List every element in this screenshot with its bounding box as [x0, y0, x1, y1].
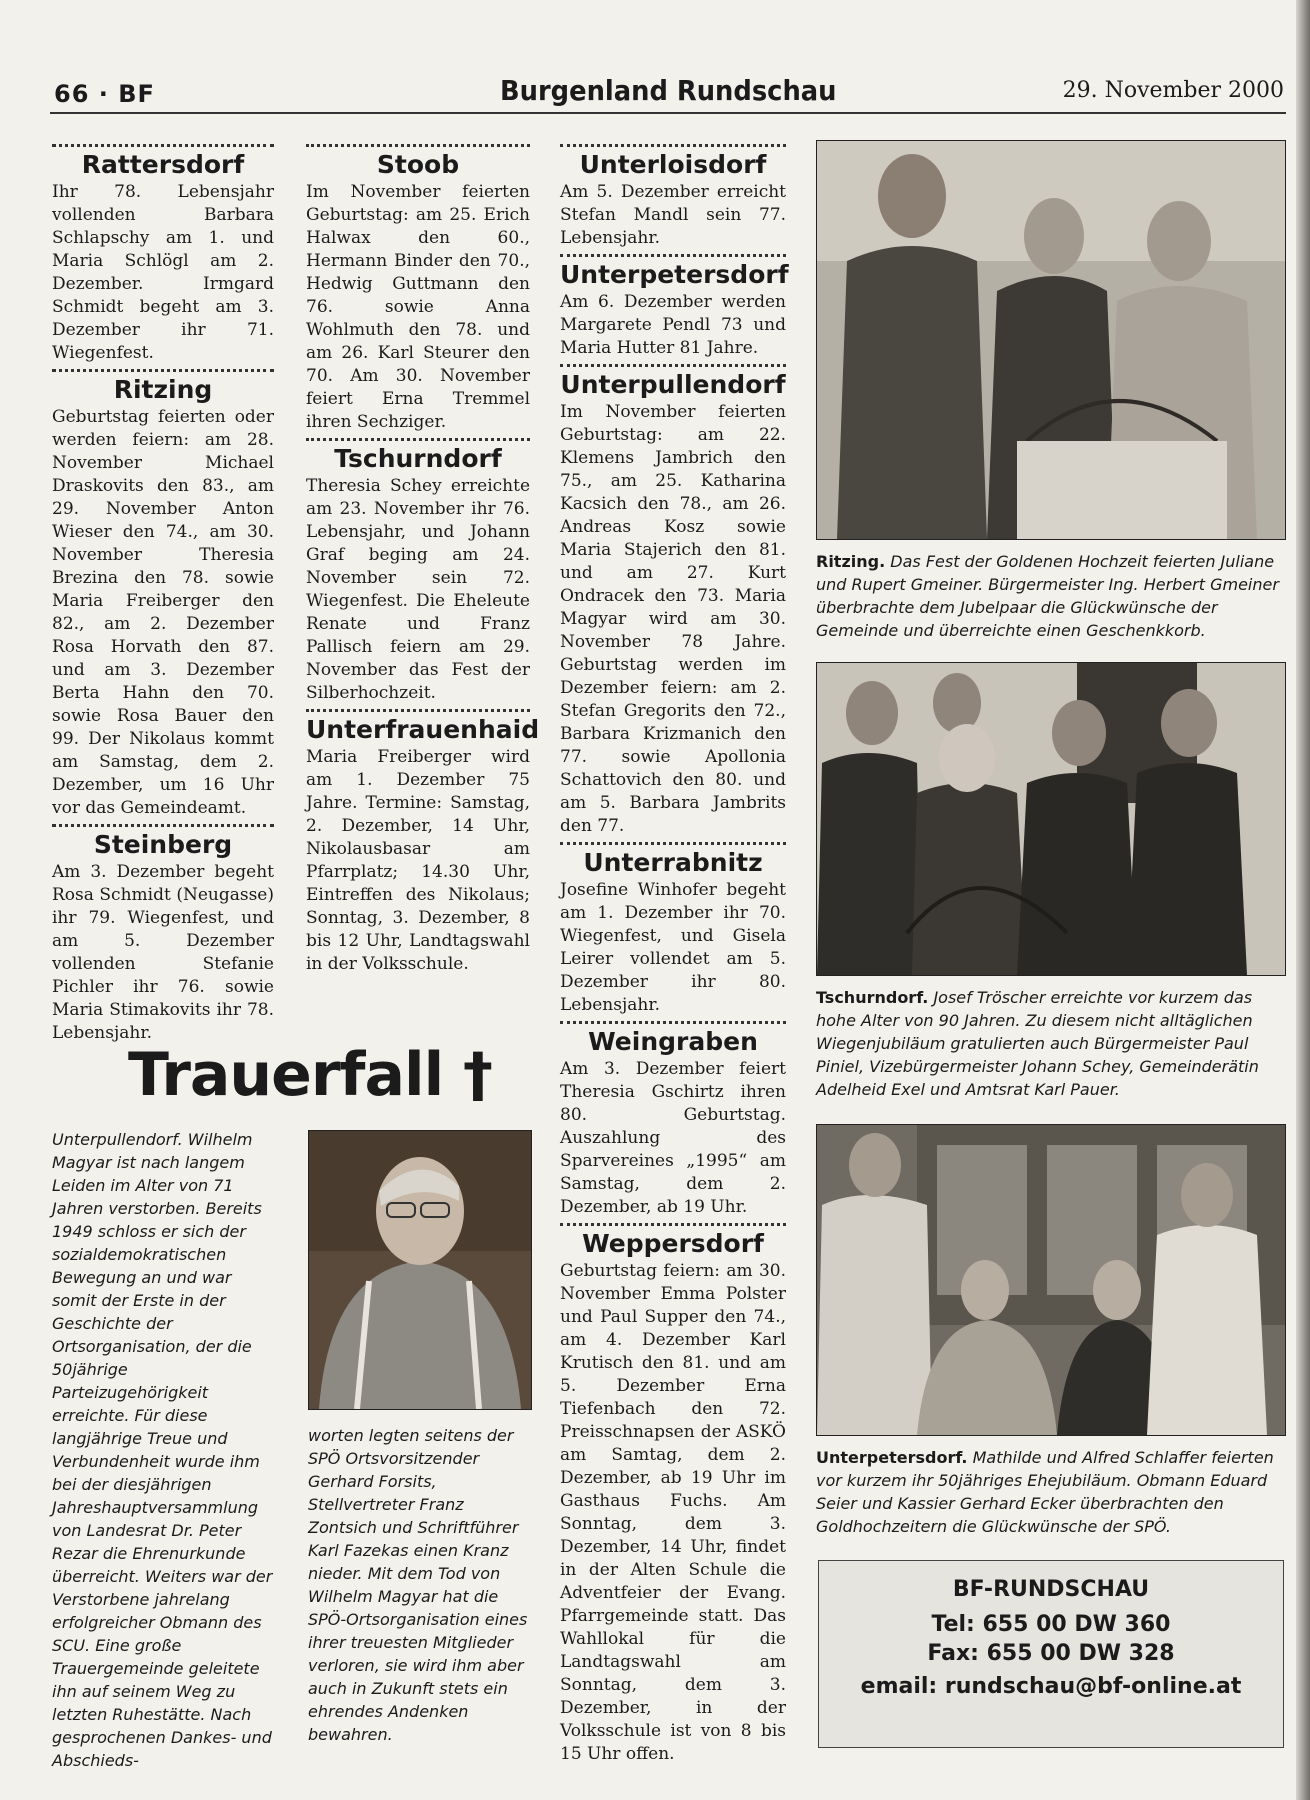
page-number: 66 · BF	[54, 80, 155, 108]
trauerfall-text-part1: Unterpullendorf. Wilhelm Magyar ist nach langem Leiden im Alter von 71 Jahren verstorben. Bereits 1949 schloss er sich der sozialdemokratischen Bewegung an und war somit der Erste in der Geschichte der Ortsorganisation, der die 50jährige Parteizugehörigkeit erreichte. Für diese langjährige Treue und Verbundenheit wurde ihm bei der diesjährigen Jahreshauptversammlung von Landesrat Dr. Peter Rezar die Ehrenurkunde überreicht. Weiters war der Verstorbene jahrelang erfolgreicher Obmann des SCU. Eine große Trauergemeinde geleitete ihn auf seinem Weg zu letzten Ruhestätte. Nach gesprochenen Dankes- und Abschieds-	[52, 1130, 273, 1770]
photo-caption-ritzing	[816, 550, 1286, 642]
photo-unterpetersdorf-golden-wedding	[816, 1124, 1286, 1436]
article-text: Im November feierten Geburtstag: am 25. Erich Halwax den 60., Hermann Binder den 70., Hedwig Guttmann den 76. sowie Anna Wohlmuth den 78. und am 26. Karl Steurer den 70. Am 30. November feiert Erna Tremmel ihren Sechziger.	[306, 182, 530, 432]
trauerfall-text-part2: worten legten seitens der SPÖ Ortsvorsitzender Gerhard Forsits, Stellvertreter Franz Zontsich und Schriftführer Karl Fazekas einen Kranz nieder. Mit dem Tod von Wilhelm Magyar hat die SPÖ-Ortsorganisation eines ihrer treuesten Mitglieder verloren, sie wird ihm aber auch in Zukunft stets ein ehrendes Andenken bewahren.	[308, 1426, 528, 1744]
contact-fax: Fax: 655 00 DW 328	[927, 1641, 1175, 1666]
article-tschurndorf	[306, 438, 530, 705]
caption-place: Ritzing.	[816, 552, 886, 571]
article-title: Weppersdorf	[582, 1229, 764, 1258]
article-title: Weingraben	[588, 1027, 758, 1056]
article-title: Ritzing	[113, 375, 213, 404]
article-text: Am 3. Dezember feiert Theresia Gschirtz ihren 80. Geburtstag. Auszahlung des Sparvereines „1995“ am Samstag, dem 2. Dezember, ab 19 Uhr.	[560, 1059, 786, 1217]
article-text: Am 6. Dezember werden Margarete Pendl 73 und Maria Hutter 81 Jahre.	[560, 292, 786, 358]
caption-text: Das Fest der Goldenen Hochzeit feierten Juliane und Rupert Gmeiner. Bürgermeister Ing. Herbert Gmeiner überbrachte dem Jubelpaar die Glückwünsche der Gemeinde und überreichte einen Geschenkkorb.	[816, 552, 1279, 640]
article-text: Josefine Winhofer begeht am 1. Dezember ihr 70. Wiegenfest, und Gisela Leirer vollendet am 5. Dezember ihr 80. Lebensjahr.	[560, 880, 786, 1015]
portrait-photo-wilhelm-magyar	[308, 1130, 532, 1410]
article-rattersdorf	[52, 144, 274, 365]
article-title: Unterpetersdorf	[560, 260, 789, 289]
contact-tel: Tel: 655 00 DW 360	[931, 1612, 1171, 1637]
caption-text: Mathilde und Alfred Schlaffer feierten vor kurzem ihr 50jähriges Ehejubiläum. Obmann Eduard Seier und Kassier Gerhard Ecker überbrachten den Goldhochzeitern die Glückwünsche der SPÖ.	[816, 1448, 1274, 1536]
page-edge-shadow	[1296, 0, 1310, 1800]
contact-box	[818, 1560, 1284, 1748]
article-unterloisdorf	[560, 144, 786, 250]
dotted-divider	[52, 144, 274, 147]
dotted-divider	[560, 1223, 786, 1226]
dotted-divider	[560, 364, 786, 367]
photo-caption-tschurndorf	[816, 986, 1286, 1101]
dotted-divider	[306, 438, 530, 441]
photo-tschurndorf-90th-birthday	[816, 662, 1286, 976]
caption-text: Josef Tröscher erreichte vor kurzem das hohe Alter von 90 Jahren. Zu diesem nicht alltäglichen Wiegenjubiläum gratulierten auch Bürgermeister Paul Piniel, Vizebürgermeister Johann Schey, Gemeinderätin Adelheid Exel und Amtsrat Karl Pauer.	[816, 988, 1259, 1099]
article-title: Tschurndorf	[334, 444, 502, 473]
article-title: Unterpullendorf	[560, 370, 786, 399]
issue-date: 29. November 2000	[1062, 78, 1284, 103]
dotted-divider	[560, 254, 786, 257]
article-text: Im November feierten Geburtstag: am 22. Klemens Jambrich den 75., am 25. Katharina Kacsich den 78., am 26. Andreas Kosz sowie Maria Stajerich den 81. und am 27. Kurt Ondracek den 73. Maria Magyar wird am 30. November 78 Jahre. Geburtstag werden im Dezember feiern: am 2. Stefan Gregorits den 72., Barbara Krizmanich den 77. sowie Apollonia Schattovich den 80. und am 5. Barbara Jambrits den 77.	[560, 402, 786, 836]
article-unterpetersdorf	[560, 254, 789, 360]
article-weingraben	[560, 1021, 786, 1219]
article-unterfrauenhaid	[306, 709, 540, 976]
article-unterrabnitz	[560, 842, 786, 1017]
article-text: Geburtstag feiern: am 30. November Emma Polster und Paul Supper den 74., am 4. Dezember Karl Krutisch den 81. und am 5. Dezember Erna Tiefenbach den 72. Preisschnapsen der ASKÖ am Samtag, dem 2. Dezember, ab 19 Uhr im Gasthaus Fuchs. Am Sonntag, dem 3. Dezember, 14 Uhr, findet in der Alten Schule die Adventfeier der Evang. Pfarrgemeinde statt. Das Wahllokal für die Landtagswahl am Sonntag, dem 3. Dezember, in der Volksschule ist von 8 bis 15 Uhr offen.	[560, 1261, 786, 1764]
article-title: Unterloisdorf	[579, 150, 767, 179]
dotted-divider	[306, 144, 530, 147]
article-text: Theresia Schey erreichte am 23. November ihr 76. Lebensjahr, und Johann Graf beging am 24. November sein 72. Wiegenfest. Die Eheleute Renate und Franz Pallisch feiern am 29. November das Fest der Silberhochzeit.	[306, 476, 530, 703]
article-stoob	[306, 144, 530, 434]
article-text: Geburtstag feierten oder werden feiern: am 28. November Michael Draskovits den 83., am 29. November Anton Wieser den 74., am 30. November Theresia Brezina den 78. sowie Maria Freiberger den 82., am 2. Dezember Rosa Horvath den 87. und am 3. Dezember Berta Hahn den 70. sowie Rosa Bauer den 99. Der Nikolaus kommt am Samstag, dem 2. Dezember, um 16 Uhr vor das Gemeindeamt.	[52, 407, 274, 818]
trauerfall-headline: Trauerfall †	[128, 1040, 493, 1110]
newspaper-title: Burgenland Rundschau	[500, 74, 837, 107]
contact-email[interactable]: email: rundschau@bf-online.at	[860, 1674, 1242, 1699]
column-2	[306, 140, 540, 976]
article-title: Unterfrauenhaid	[306, 715, 540, 744]
dotted-divider	[560, 842, 786, 845]
dotted-divider	[306, 709, 530, 712]
article-title: Stoob	[376, 150, 460, 179]
article-title: Rattersdorf	[81, 150, 245, 179]
article-text: Ihr 78. Lebensjahr vollenden Barbara Schlapschy am 1. und Maria Schlögl am 2. Dezember. Irmgard Schmidt begeht am 3. Dezember ihr 71. Wiegenfest.	[52, 182, 274, 363]
caption-place: Tschurndorf.	[816, 988, 929, 1007]
article-steinberg	[52, 824, 274, 1045]
contact-title: BF-RUNDSCHAU	[952, 1577, 1150, 1602]
dotted-divider	[560, 1021, 786, 1024]
header-rule	[50, 112, 1286, 114]
article-text: Maria Freiberger wird am 1. Dezember 75 Jahre. Termine: Samstag, 2. Dezember, 14 Uhr, Nikolausbasar am Pfarrplatz; 14.30 Uhr, Eintreffen des Nikolaus; Sonntag, 3. Dezember, 8 bis 12 Uhr, Landtagswahl in der Volksschule.	[306, 747, 530, 974]
article-title: Steinberg	[93, 830, 233, 859]
column-3	[560, 140, 789, 1766]
article-title: Unterrabnitz	[583, 848, 763, 877]
column-1	[52, 140, 274, 1045]
article-unterpullendorf	[560, 364, 786, 838]
caption-place: Unterpetersdorf.	[816, 1448, 968, 1467]
article-weppersdorf	[560, 1223, 786, 1766]
article-text: Am 5. Dezember erreicht Stefan Mandl sein 77. Lebensjahr.	[560, 182, 786, 248]
article-ritzing	[52, 369, 274, 820]
dotted-divider	[52, 824, 274, 827]
article-text: Am 3. Dezember begeht Rosa Schmidt (Neugasse) ihr 79. Wiegenfest, und am 5. Dezember vollenden Stefanie Pichler ihr 76. sowie Maria Stimakovits ihr 78. Lebensjahr.	[52, 862, 274, 1043]
dotted-divider	[560, 144, 786, 147]
dotted-divider	[52, 369, 274, 372]
photo-caption-unterpetersdorf	[816, 1446, 1286, 1538]
photo-ritzing-golden-wedding	[816, 140, 1286, 540]
